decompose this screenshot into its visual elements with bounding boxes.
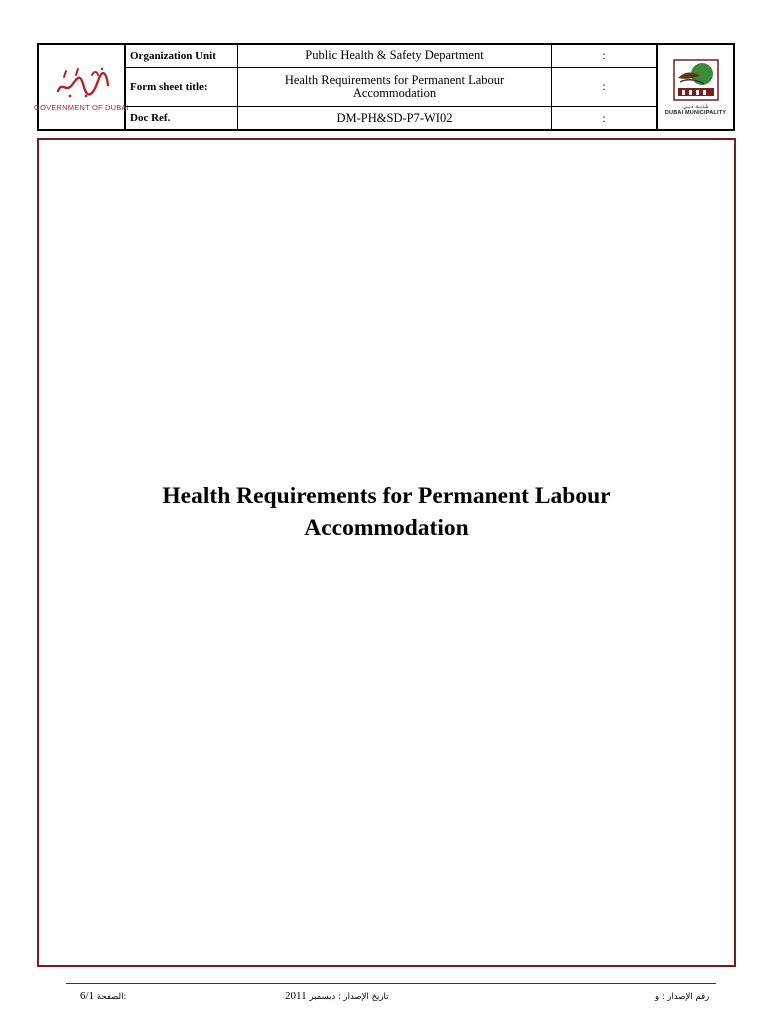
footer-page-number — [80, 990, 126, 1002]
header-row-form-title — [126, 67, 656, 106]
page-number-label: الصفحة: — [96, 992, 127, 1002]
doc-ref-label: Doc Ref. — [126, 107, 238, 129]
footer-divider — [66, 983, 716, 984]
header-info-table — [126, 45, 656, 129]
dubai-municipality-logo — [656, 45, 733, 129]
organization-unit-label: Organization Unit — [126, 45, 238, 67]
document-title-line-2: Accommodation — [304, 515, 469, 541]
header-row-organization — [126, 45, 656, 67]
footer-issue-number — [655, 990, 709, 1002]
issue-date-label: تاريخ الإصدار : ديسمبر — [309, 992, 389, 1002]
form-sheet-title-value: Health Requirements for Permanent Labour Accommodation — [238, 67, 552, 106]
issue-date-year: 2011 — [285, 990, 307, 1002]
government-of-dubai-text: GOVERNMENT OF DUBAI — [34, 102, 129, 112]
dubai-municipality-arabic: بلديـة دبـي — [682, 103, 709, 110]
issue-number-label: رقم الإصدار : و — [655, 992, 710, 1002]
document-body — [37, 138, 736, 967]
form-sheet-title-colon: : — [552, 67, 657, 106]
form-sheet-title-label: Form sheet title: — [126, 67, 238, 106]
arabic-calligraphy-icon — [52, 63, 112, 101]
document-title-line-1: Health Requirements for Permanent Labour — [162, 483, 611, 509]
footer-issue-date — [285, 990, 388, 1002]
doc-ref-colon: : — [552, 107, 657, 129]
dubai-municipality-text: DUBAI MUNICIPALITY — [664, 110, 727, 116]
organization-unit-colon: : — [552, 45, 657, 67]
document-title — [39, 480, 734, 544]
document-header — [34, 43, 735, 131]
header-row-doc-ref — [126, 107, 656, 129]
page-number-value: 6/1 — [80, 990, 95, 1002]
government-of-dubai-logo — [34, 45, 129, 129]
doc-ref-value: DM-PH&SD-P7-WI02 — [238, 107, 552, 129]
dubai-municipality-emblem-icon — [672, 58, 720, 102]
organization-unit-value: Public Health & Safety Department — [238, 45, 552, 67]
